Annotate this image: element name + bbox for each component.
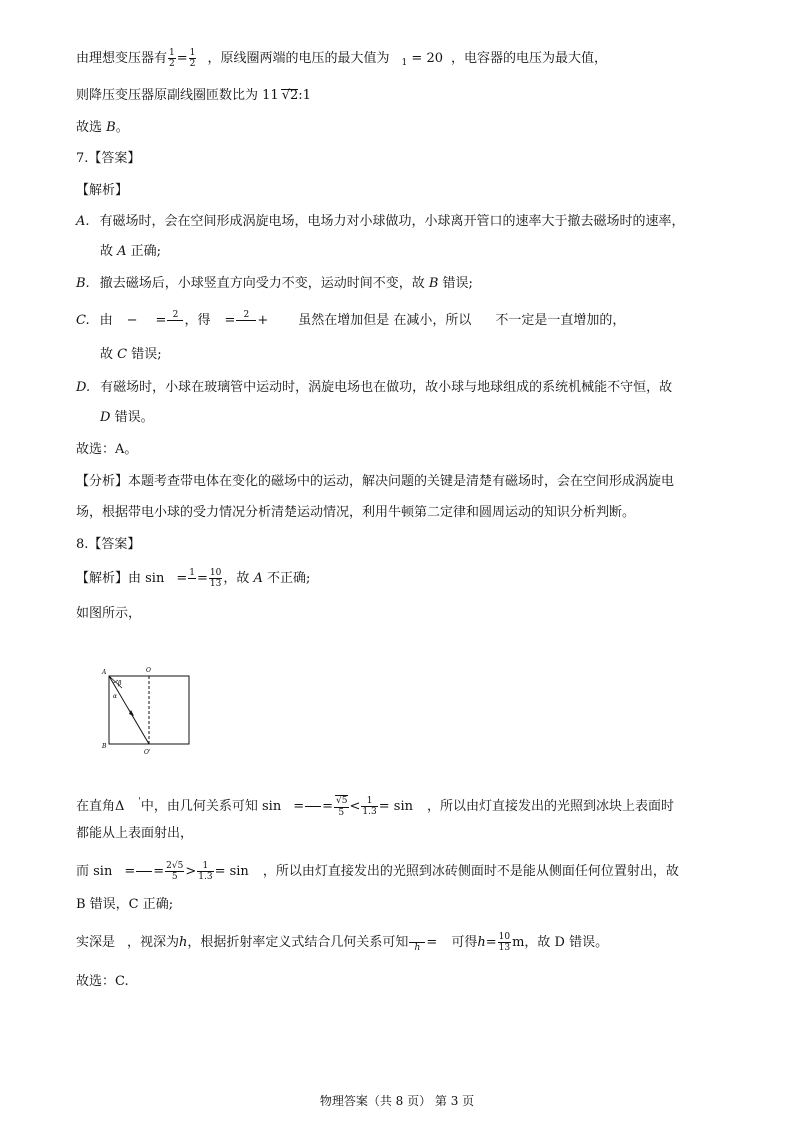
right-triangle-line: 在直角Δ '中，由几何关系可知 sin = = $\frac{√5}{5}$ < $\frac{1}{1.3}$ = sin ，所以由灯直接发出的光照到冰块上表面时	[76, 796, 674, 818]
label-o: O	[146, 667, 151, 674]
option-a-line-1: A. 有磁场时，会在空间形成涡旋电场，电场力对小球做功，小球离开管口的速率大于撤去磁场时的速率，	[76, 214, 685, 229]
as-shown-line: 如图所示，	[76, 606, 142, 621]
question-8-analysis-line: 【解析】由 sin = 1 = $\frac{10}{13}$ ，故 A 不正确;	[76, 568, 311, 589]
answer-line-8: 故选：C.	[76, 974, 129, 989]
side-exit-line-2: B 错误，C 正确;	[76, 897, 174, 912]
answer-line-7: 故选：A。	[76, 442, 138, 457]
apparent-depth-line: 实深是 ，视深为h，根据折射率定义式结合几何关系可知 h = 可得h= $\frac{10}{13}$ m，故 D 错误。	[76, 932, 609, 953]
side-exit-line: 而 sin = = $\frac{2√5}{5}$ > $\frac{1}{1.3}$ = sin ，所以由灯直接发出的光照到冰砖侧面时不是能从侧面任何位置射出，故	[76, 861, 679, 882]
question-7-answer-heading: 7.【答案】	[76, 151, 141, 166]
label-b: B	[102, 743, 107, 750]
label-beta: β	[118, 680, 122, 687]
label-a: A	[102, 669, 107, 676]
right-triangle-line-2: 都能从上表面射出，	[76, 826, 194, 841]
option-a-line-2: 故 A 正确;	[100, 244, 162, 259]
transformer-ratio-line: 由理想变压器有 $\frac{1}{2}$ = $\frac{1}{2}$ ，原线圈两端的电压的最大值为 $_1$ = 20 ，电容器的电压为最大值，	[76, 48, 608, 69]
question-8-answer-heading: 8.【答案】	[76, 537, 141, 552]
option-b-line: B. 撤去磁场后，小球竖直方向受力不变，运动时间不变，故 B 错误;	[76, 276, 473, 291]
question-7-analysis-heading: 【解析】	[76, 183, 129, 198]
page-footer: 物理答案（共 8 页） 第 3 页	[319, 1094, 475, 1108]
label-o-prime: O'	[144, 749, 151, 756]
label-alpha: α	[113, 693, 118, 700]
option-c-line-1: C. 由 − = 2 ，得 = 2 + 虽然在增加但是 在减小，所以 不一定是一直增加的，	[76, 310, 625, 331]
turns-ratio-line: 则降压变压器原副线圈匝数比为 11 √2:1	[76, 88, 311, 103]
analysis-summary-line-1: 【分析】本题考查带电体在变化的磁场中的运动，解决问题的关键是清楚有磁场时，会在空间形成涡旋电	[76, 474, 675, 489]
option-d-line-1: D. 有磁场时，小球在玻璃管中运动时，涡旋电场也在做功，故小球与地球组成的系统机械能不守恒，故	[76, 380, 673, 395]
analysis-summary-line-2: 场，根据带电小球的受力情况分析清楚运动情况，利用牛顿第二定律和圆周运动的知识分析判断。	[76, 505, 636, 520]
light-ray	[109, 676, 149, 744]
ice-block-diagram	[96, 660, 206, 756]
answer-line-6: 故选 B。	[76, 120, 129, 135]
option-d-line-2: D 错误。	[100, 410, 154, 425]
option-c-line-2: 故 C 错误;	[100, 347, 162, 362]
